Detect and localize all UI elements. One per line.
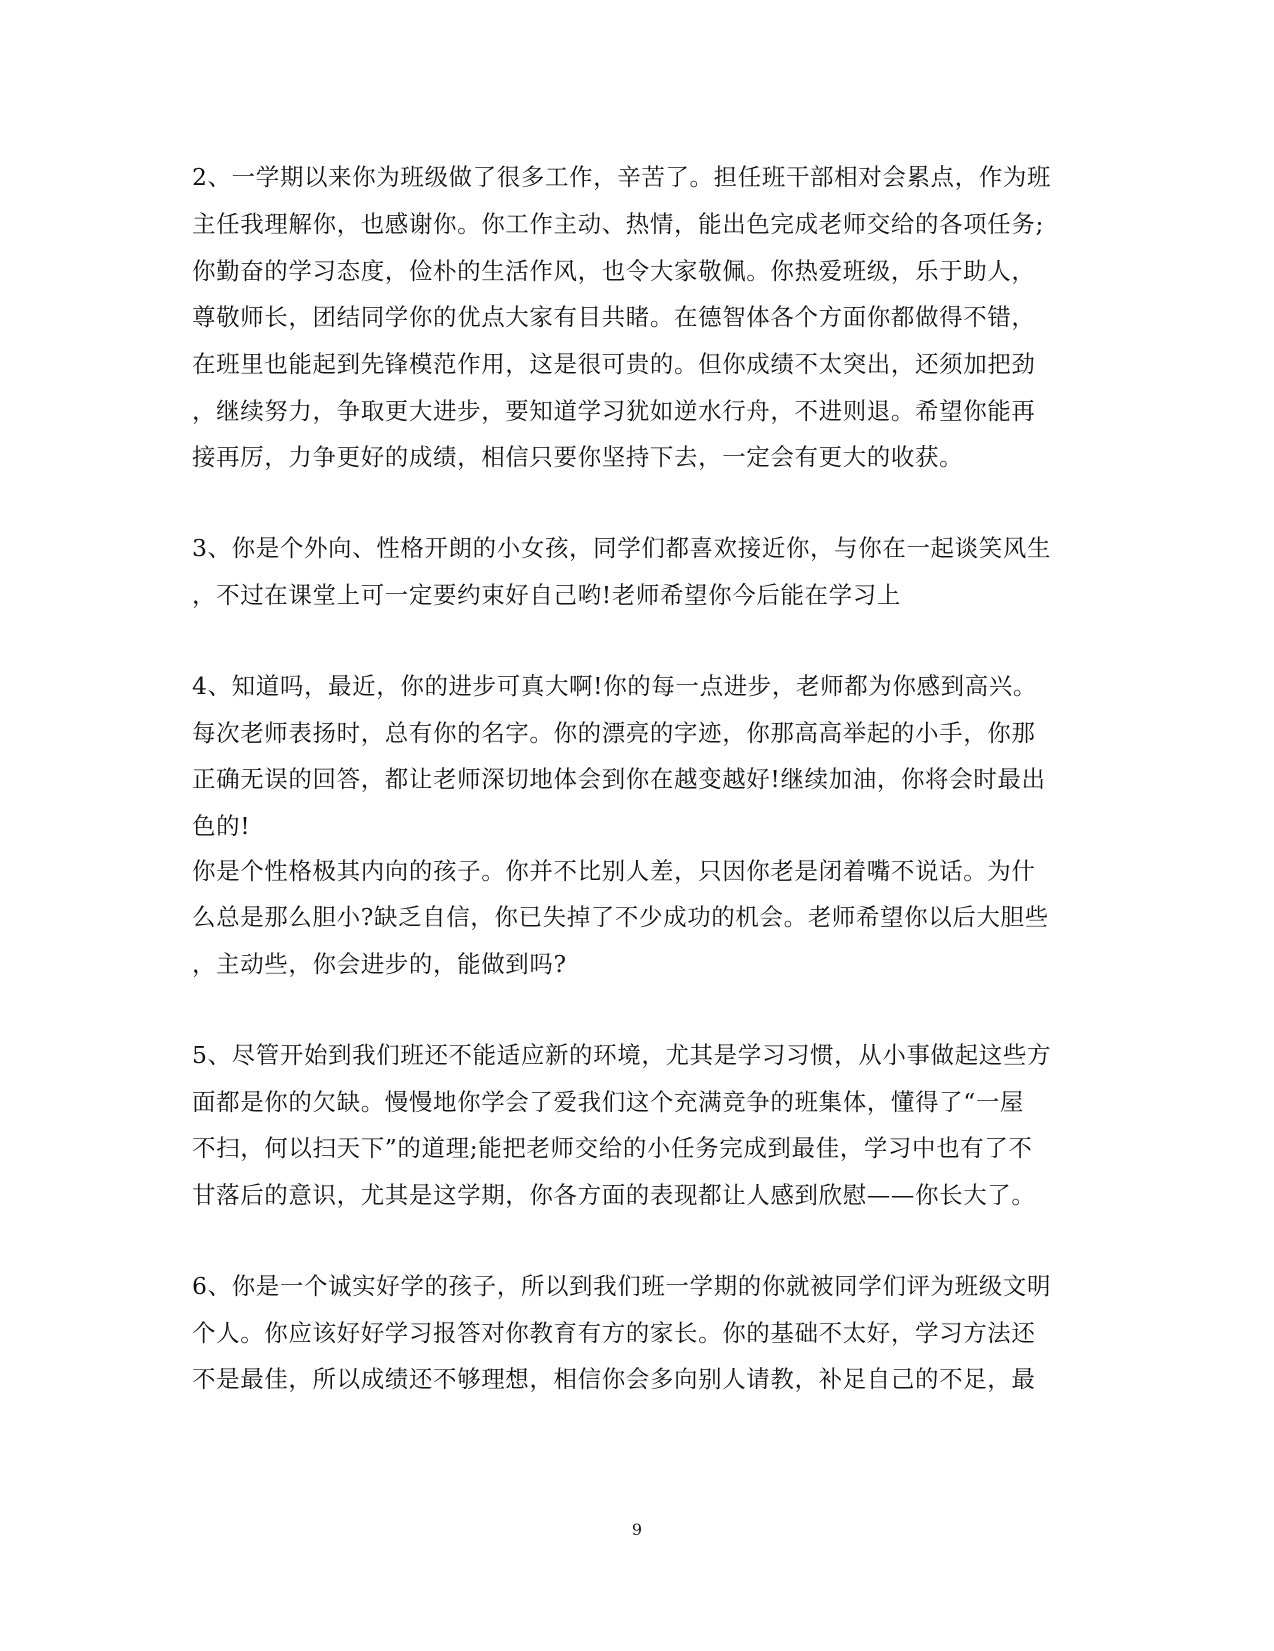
paragraph-4-line-3: 正确无误的回答，都让老师深切地体会到你在越变越好!继续加油，你将会时最出 — [192, 765, 1046, 793]
paragraph-2-line-6: ，继续努力，争取更大进步，要知道学习犹如逆水行舟，不进则退。希望你能再 — [192, 397, 1036, 425]
paragraph-2-line-4: 尊敬师长，团结同学你的优点大家有目共睹。在德智体各个方面你都做得不错， — [192, 303, 1036, 331]
paragraph-5-line-2: 面都是你的欠缺。慢慢地你学会了爱我们这个充满竞争的班集体，懂得了“一屋 — [192, 1088, 1025, 1116]
paragraph-2-line-1: 2、一学期以来你为班级做了很多工作，辛苦了。担任班干部相对会累点，作为班 — [192, 163, 1052, 191]
paragraph-5-line-3: 不扫，何以扫天下”的道理;能把老师交给的小任务完成到最佳，学习中也有了不 — [192, 1134, 1033, 1162]
paragraph-4-line-2: 每次老师表扬时，总有你的名字。你的漂亮的字迹，你那高高举起的小手，你那 — [192, 719, 1036, 747]
paragraph-4-line-5: 你是个性格极其内向的孩子。你并不比别人差，只因你老是闭着嘴不说话。为什 — [192, 857, 1036, 885]
paragraph-2-line-3: 你勤奋的学习态度，俭朴的生活作风，也令大家敬佩。你热爱班级，乐于助人， — [192, 257, 1036, 285]
paragraph-2-line-7: 接再厉，力争更好的成绩，相信只要你坚持下去，一定会有更大的收获。 — [192, 443, 964, 471]
paragraph-2-line-5: 在班里也能起到先锋模范作用，这是很可贵的。但你成绩不太突出，还须加把劲 — [192, 350, 1036, 378]
paragraph-6-line-2: 个人。你应该好好学习报答对你教育有方的家长。你的基础不太好，学习方法还 — [192, 1319, 1036, 1347]
paragraph-3-line-1: 3、你是个外向、性格开朗的小女孩，同学们都喜欢接近你，与你在一起谈笑风生 — [192, 534, 1052, 562]
paragraph-5-line-4: 甘落后的意识，尤其是这学期，你各方面的表现都让人感到欣慰——你长大了。 — [192, 1181, 1036, 1209]
paragraph-4-line-4: 色的! — [192, 812, 251, 840]
paragraph-2-line-2: 主任我理解你，也感谢你。你工作主动、热情，能出色完成老师交给的各项任务; — [192, 210, 1045, 238]
paragraph-4-line-1: 4、知道吗，最近，你的进步可真大啊!你的每一点进步，老师都为你感到高兴。 — [192, 672, 1037, 700]
paragraph-3-line-2: ，不过在课堂上可一定要约束好自己哟!老师希望你今后能在学习上 — [192, 581, 901, 609]
paragraph-4-line-6: 么总是那么胆小?缺乏自信，你已失掉了不少成功的机会。老师希望你以后大胆些 — [192, 903, 1049, 931]
paragraph-6-line-3: 不是最佳，所以成绩还不够理想，相信你会多向别人请教，补足自己的不足，最 — [192, 1365, 1036, 1393]
paragraph-5-line-1: 5、尽管开始到我们班还不能适应新的环境，尤其是学习习惯，从小事做起这些方 — [192, 1041, 1052, 1069]
paragraph-6-line-1: 6、你是一个诚实好学的孩子，所以到我们班一学期的你就被同学们评为班级文明 — [192, 1272, 1052, 1300]
paragraph-4-line-7: ，主动些，你会进步的，能做到吗? — [192, 950, 567, 978]
page-number: 9 — [631, 1520, 643, 1539]
